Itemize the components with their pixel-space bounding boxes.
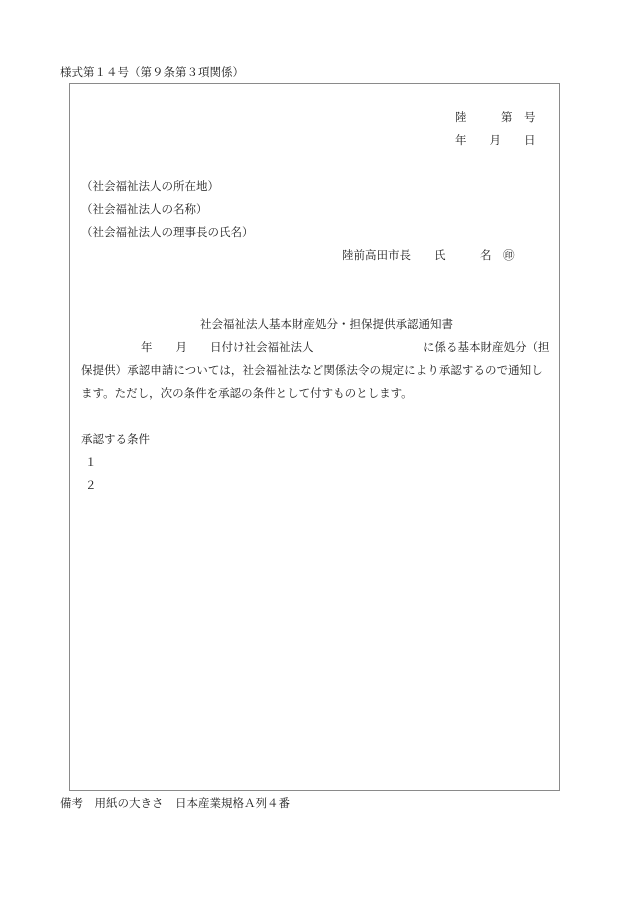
footer-notes: 備考 用紙の大きさ 日本産業規格Ａ列４番	[60, 796, 290, 810]
body-line-1-date: 年 月 日付け社会福祉法人	[141, 340, 314, 354]
condition-item-2: ２	[85, 478, 97, 492]
body-line-2: 保提供）承認申請については，社会福祉法など関係法令の規定により承認するので通知し	[81, 363, 543, 377]
condition-item-1: １	[85, 455, 97, 469]
body-line-3: ます。ただし，次の条件を承認の条件として付すものとします。	[81, 386, 413, 400]
document-date-label: 年 月 日	[455, 133, 536, 147]
addressee-representative: （社会福祉法人の理事長の氏名）	[81, 225, 254, 239]
body-line-1-tail: に係る基本財産処分（担	[423, 340, 550, 354]
form-number-label: 様式第１４号（第９条第３項関係）	[60, 65, 244, 79]
addressee-location: （社会福祉法人の所在地）	[81, 179, 219, 193]
conditions-heading: 承認する条件	[81, 432, 150, 446]
issuer-signature: 陸前高田市長 氏 名 ㊞	[342, 248, 515, 262]
document-title: 社会福祉法人基本財産処分・担保提供承認通知書	[200, 317, 453, 331]
document-number-label: 陸 第 号	[455, 110, 536, 124]
addressee-name: （社会福祉法人の名称）	[81, 202, 208, 216]
